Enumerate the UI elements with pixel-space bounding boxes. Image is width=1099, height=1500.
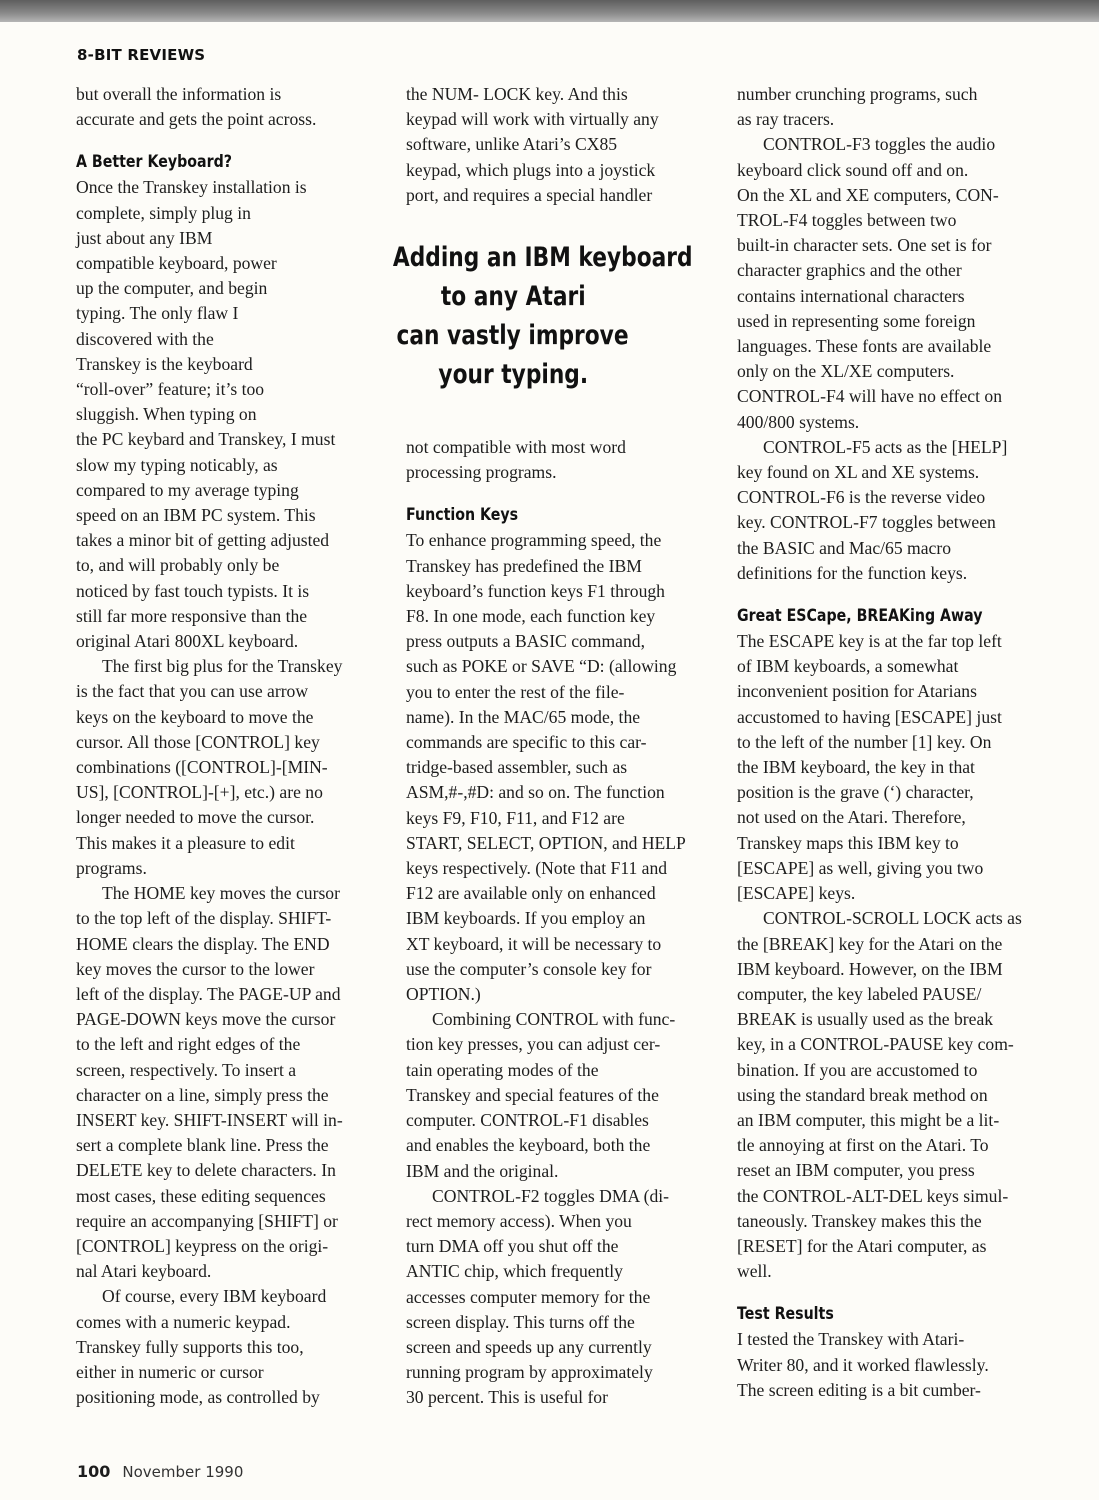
text-line: screen and speeds up any currently bbox=[406, 1336, 652, 1357]
text-line: most cases, these editing sequences bbox=[76, 1185, 326, 1206]
text-line: require an accompanying [SHIFT] or bbox=[76, 1210, 338, 1231]
text-line: original Atari 800XL keyboard. bbox=[76, 631, 299, 652]
text-line: processing programs. bbox=[406, 462, 557, 483]
text-line: F12 are available only on enhanced bbox=[406, 883, 656, 904]
text-line: CONTROL-F5 acts as the [HELP] bbox=[763, 436, 1008, 457]
text-line: well. bbox=[737, 1261, 772, 1282]
issue-date: November 1990 bbox=[122, 1463, 244, 1481]
text-line: inconvenient position for Atarians bbox=[737, 681, 977, 702]
text-line: CONTROL-F6 is the reverse video bbox=[737, 487, 986, 508]
text-line: comes with a numeric keypad. bbox=[76, 1311, 291, 1332]
text-line: you to enter the rest of the file- bbox=[406, 681, 625, 702]
text-line: is the fact that you can use arrow bbox=[76, 681, 309, 702]
text-line: key, in a CONTROL-PAUSE key com- bbox=[737, 1034, 1014, 1055]
text-line: DELETE key to delete characters. In bbox=[76, 1160, 336, 1181]
text-line: CONTROL-SCROLL LOCK acts as bbox=[763, 908, 1022, 929]
text-line: computer. CONTROL-F1 disables bbox=[406, 1110, 649, 1131]
text-line: commands are specific to this car- bbox=[406, 732, 647, 753]
text-line: slow my typing noticably, as bbox=[76, 454, 278, 475]
text-line: noticed by fast touch typists. It is bbox=[76, 580, 310, 601]
text-line: tion key presses, you can adjust cer- bbox=[406, 1034, 661, 1055]
text-line: just about any IBM bbox=[76, 227, 213, 248]
text-line: tain operating modes of the bbox=[406, 1059, 599, 1080]
text-line: combinations ([CONTROL]-[MIN- bbox=[76, 757, 328, 778]
pull-quote bbox=[360, 238, 693, 394]
text-line: and enables the keyboard, both the bbox=[406, 1135, 651, 1156]
text-line: PAGE-DOWN keys move the cursor bbox=[76, 1009, 336, 1030]
paragraph bbox=[737, 906, 1052, 1284]
text-line: such as POKE or SAVE “D: (allowing bbox=[406, 656, 677, 677]
text-line: This makes it a pleasure to edit bbox=[76, 832, 295, 853]
text-line: 30 percent. This is useful for bbox=[406, 1387, 608, 1408]
text-line: key moves the cursor to the lower bbox=[76, 958, 315, 979]
text-line: the NUM- LOCK key. And this bbox=[406, 84, 628, 104]
text-line: keys F9, F10, F11, and F12 are bbox=[406, 807, 625, 828]
text-line: number crunching programs, such bbox=[737, 84, 978, 104]
text-line: OPTION.) bbox=[406, 984, 481, 1005]
text-line: I tested the Transkey with Atari- bbox=[737, 1329, 965, 1350]
text-line: press outputs a BASIC command, bbox=[406, 631, 645, 652]
pull-quote-line: your typing. bbox=[438, 359, 588, 390]
text-line: not compatible with most word bbox=[406, 437, 626, 458]
text-line: keys respectively. (Note that F11 and bbox=[406, 858, 668, 879]
text-line: the PC keybard and Transkey, I must bbox=[76, 429, 336, 450]
text-line: used in representing some foreign bbox=[737, 310, 976, 331]
text-line: sert a complete blank line. Press the bbox=[76, 1135, 329, 1156]
text-line: bination. If you are accustomed to bbox=[737, 1059, 978, 1080]
text-line: key found on XL and XE systems. bbox=[737, 462, 980, 483]
text-line: [CONTROL] keypress on the origi- bbox=[76, 1235, 329, 1256]
text-line: The ESCAPE key is at the far top left bbox=[737, 631, 1002, 652]
text-line: “roll-over” feature; it’s too bbox=[76, 379, 265, 400]
text-line: CONTROL-F4 will have no effect on bbox=[737, 386, 1002, 407]
text-line: BREAK is usually used as the break bbox=[737, 1009, 994, 1030]
pull-quote-line: can vastly improve bbox=[396, 320, 630, 351]
column-3 bbox=[737, 82, 1052, 1403]
text-line: to the top left of the display. SHIFT- bbox=[76, 908, 332, 929]
text-line: ASM,#-,#D: and so on. The function bbox=[406, 782, 665, 803]
paragraph bbox=[737, 132, 1052, 434]
text-line: compatible keyboard, power bbox=[76, 253, 277, 274]
text-line: accustomed to having [ESCAPE] just bbox=[737, 706, 1002, 727]
text-line: software, unlike Atari’s CX85 bbox=[406, 134, 618, 155]
paragraph bbox=[76, 654, 388, 881]
text-line: of IBM keyboards, a somewhat bbox=[737, 656, 959, 677]
top-color-band bbox=[0, 0, 1099, 22]
text-line: Combining CONTROL with func- bbox=[432, 1009, 676, 1030]
text-line: computer, the key labeled PAUSE/ bbox=[737, 983, 982, 1004]
text-line: not used on the Atari. Therefore, bbox=[737, 807, 966, 828]
text-line: [ESCAPE] keys. bbox=[737, 883, 856, 904]
text-line: an IBM computer, this might be a lit- bbox=[737, 1109, 1000, 1130]
text-line: INSERT key. SHIFT-INSERT will in- bbox=[76, 1109, 343, 1130]
text-line: running program by approximately bbox=[406, 1362, 653, 1383]
text-line: the BASIC and Mac/65 macro bbox=[737, 537, 952, 558]
text-line: taneously. Transkey makes this the bbox=[737, 1210, 982, 1231]
text-line: definitions for the function keys. bbox=[737, 562, 968, 583]
text-line: to, and will probably only be bbox=[76, 555, 280, 576]
paragraph bbox=[76, 175, 388, 654]
text-line: typing. The only flaw I bbox=[76, 303, 239, 324]
text-line: US], [CONTROL]-[+], etc.) are no bbox=[76, 782, 323, 803]
heading-function-keys: Function Keys bbox=[406, 505, 519, 525]
page-number: 100 bbox=[77, 1462, 111, 1481]
text-line: longer needed to move the cursor. bbox=[76, 807, 315, 828]
text-line: The HOME key moves the cursor bbox=[102, 883, 340, 904]
text-line: character on a line, simply press the bbox=[76, 1084, 329, 1105]
text-line: Transkey maps this IBM key to bbox=[737, 832, 959, 853]
paragraph bbox=[406, 1184, 718, 1411]
text-line: but overall the information is bbox=[76, 84, 282, 104]
text-line: TROL-F4 toggles between two bbox=[737, 210, 957, 231]
text-line: Of course, every IBM keyboard bbox=[102, 1286, 327, 1307]
text-line: name). In the MAC/65 mode, the bbox=[406, 706, 641, 727]
text-line: as ray tracers. bbox=[737, 109, 835, 130]
heading-great-escape: Great ESCape, BREAKing Away bbox=[737, 606, 983, 626]
text-line: tle annoying at first on the Atari. To bbox=[737, 1135, 989, 1156]
text-line: key. CONTROL-F7 toggles between bbox=[737, 512, 996, 533]
paragraph bbox=[406, 82, 718, 208]
text-line: keyboard click sound off and on. bbox=[737, 159, 969, 180]
text-line: still far more responsive than the bbox=[76, 605, 308, 626]
text-line: built-in character sets. One set is for bbox=[737, 235, 992, 256]
text-line: ANTIC chip, which frequently bbox=[406, 1261, 623, 1282]
text-line: CONTROL-F2 toggles DMA (di- bbox=[432, 1185, 670, 1206]
text-line: compared to my average typing bbox=[76, 479, 299, 500]
text-line: CONTROL-F3 toggles the audio bbox=[763, 134, 996, 155]
text-line: programs. bbox=[76, 857, 147, 878]
text-line: cursor. All those [CONTROL] key bbox=[76, 731, 320, 752]
text-line: rect memory access). When you bbox=[406, 1210, 632, 1231]
paragraph bbox=[737, 435, 1052, 586]
paragraph bbox=[737, 82, 1052, 132]
text-line: left of the display. The PAGE-UP and bbox=[76, 983, 341, 1004]
text-line: complete, simply plug in bbox=[76, 202, 251, 223]
text-line: Transkey has predefined the IBM bbox=[406, 555, 642, 576]
text-line: use the computer’s console key for bbox=[406, 958, 652, 979]
text-line: HOME clears the display. The END bbox=[76, 933, 330, 954]
text-line: up the computer, and begin bbox=[76, 278, 268, 299]
text-line: positioning mode, as controlled by bbox=[76, 1387, 320, 1408]
text-line: The first big plus for the Transkey bbox=[102, 656, 343, 677]
text-line: screen display. This turns off the bbox=[406, 1311, 635, 1332]
text-line: Writer 80, and it worked flawlessly. bbox=[737, 1354, 989, 1375]
paragraph bbox=[406, 1007, 718, 1183]
text-line: Transkey and special features of the bbox=[406, 1084, 659, 1105]
text-line: keypad will work with virtually any bbox=[406, 109, 659, 130]
text-line: reset an IBM computer, you press bbox=[737, 1160, 975, 1181]
pull-quote-line: Adding an IBM keyboard bbox=[392, 242, 693, 273]
text-line: the CONTROL-ALT-DEL keys simul- bbox=[737, 1185, 1009, 1206]
text-line: IBM keyboard. However, on the IBM bbox=[737, 958, 1003, 979]
text-line: sluggish. When typing on bbox=[76, 404, 257, 425]
column-1 bbox=[76, 82, 388, 1410]
text-line: keys on the keyboard to move the bbox=[76, 706, 314, 727]
text-line: IBM and the original. bbox=[406, 1160, 559, 1181]
text-line: languages. These fonts are available bbox=[737, 336, 992, 357]
text-line: to the left of the number [1] key. On bbox=[737, 731, 992, 752]
text-line: XT keyboard, it will be necessary to bbox=[406, 933, 662, 954]
text-line: tridge-based assembler, such as bbox=[406, 757, 628, 778]
text-line: [ESCAPE] as well, giving you two bbox=[737, 857, 984, 878]
heading-test-results: Test Results bbox=[737, 1304, 834, 1324]
paragraph bbox=[76, 1284, 388, 1410]
pull-quote-line: to any Atari bbox=[440, 281, 586, 312]
text-line: accurate and gets the point across. bbox=[76, 109, 317, 130]
paragraph bbox=[406, 528, 718, 1007]
text-line: either in numeric or cursor bbox=[76, 1361, 264, 1382]
paragraph bbox=[737, 629, 1052, 906]
text-line: Once the Transkey installation is bbox=[76, 177, 307, 198]
page-footer bbox=[77, 1462, 243, 1482]
text-line: 400/800 systems. bbox=[737, 411, 860, 432]
text-line: the IBM keyboard, the key in that bbox=[737, 757, 975, 778]
text-line: to the left and right edges of the bbox=[76, 1034, 301, 1055]
paragraph bbox=[406, 435, 718, 485]
text-line: port, and requires a special handler bbox=[406, 184, 653, 205]
text-line: position is the grave (‘) character, bbox=[737, 782, 974, 803]
text-line: accesses computer memory for the bbox=[406, 1286, 651, 1307]
paragraph bbox=[76, 82, 388, 132]
text-line: To enhance programming speed, the bbox=[406, 530, 662, 551]
paragraph bbox=[737, 1327, 1052, 1403]
section-label: 8-BIT REVIEWS bbox=[77, 46, 206, 64]
paragraph bbox=[76, 881, 388, 1284]
text-line: using the standard break method on bbox=[737, 1084, 988, 1105]
text-line: contains international characters bbox=[737, 285, 965, 306]
text-line: Transkey fully supports this too, bbox=[76, 1336, 304, 1357]
text-line: discovered with the bbox=[76, 328, 214, 349]
text-line: The screen editing is a bit cumber- bbox=[737, 1379, 981, 1400]
text-line: START, SELECT, OPTION, and HELP bbox=[406, 832, 686, 853]
text-line: keyboard’s function keys F1 through bbox=[406, 580, 665, 601]
text-line: only on the XL/XE computers. bbox=[737, 361, 955, 382]
text-line: IBM keyboards. If you employ an bbox=[406, 908, 646, 929]
text-line: turn DMA off you shut off the bbox=[406, 1236, 619, 1257]
text-line: F8. In one mode, each function key bbox=[406, 606, 656, 627]
heading-better-keyboard: A Better Keyboard? bbox=[76, 152, 232, 172]
text-line: takes a minor bit of getting adjusted bbox=[76, 530, 330, 551]
text-line: keypad, which plugs into a joystick bbox=[406, 159, 656, 180]
text-line: On the XL and XE computers, CON- bbox=[737, 184, 999, 205]
text-line: screen, respectively. To insert a bbox=[76, 1059, 297, 1080]
text-line: [RESET] for the Atari computer, as bbox=[737, 1235, 987, 1256]
text-line: character graphics and the other bbox=[737, 260, 962, 281]
text-line: nal Atari keyboard. bbox=[76, 1261, 212, 1282]
text-line: speed on an IBM PC system. This bbox=[76, 505, 316, 526]
text-line: Transkey is the keyboard bbox=[76, 353, 253, 374]
text-line: the [BREAK] key for the Atari on the bbox=[737, 933, 1003, 954]
